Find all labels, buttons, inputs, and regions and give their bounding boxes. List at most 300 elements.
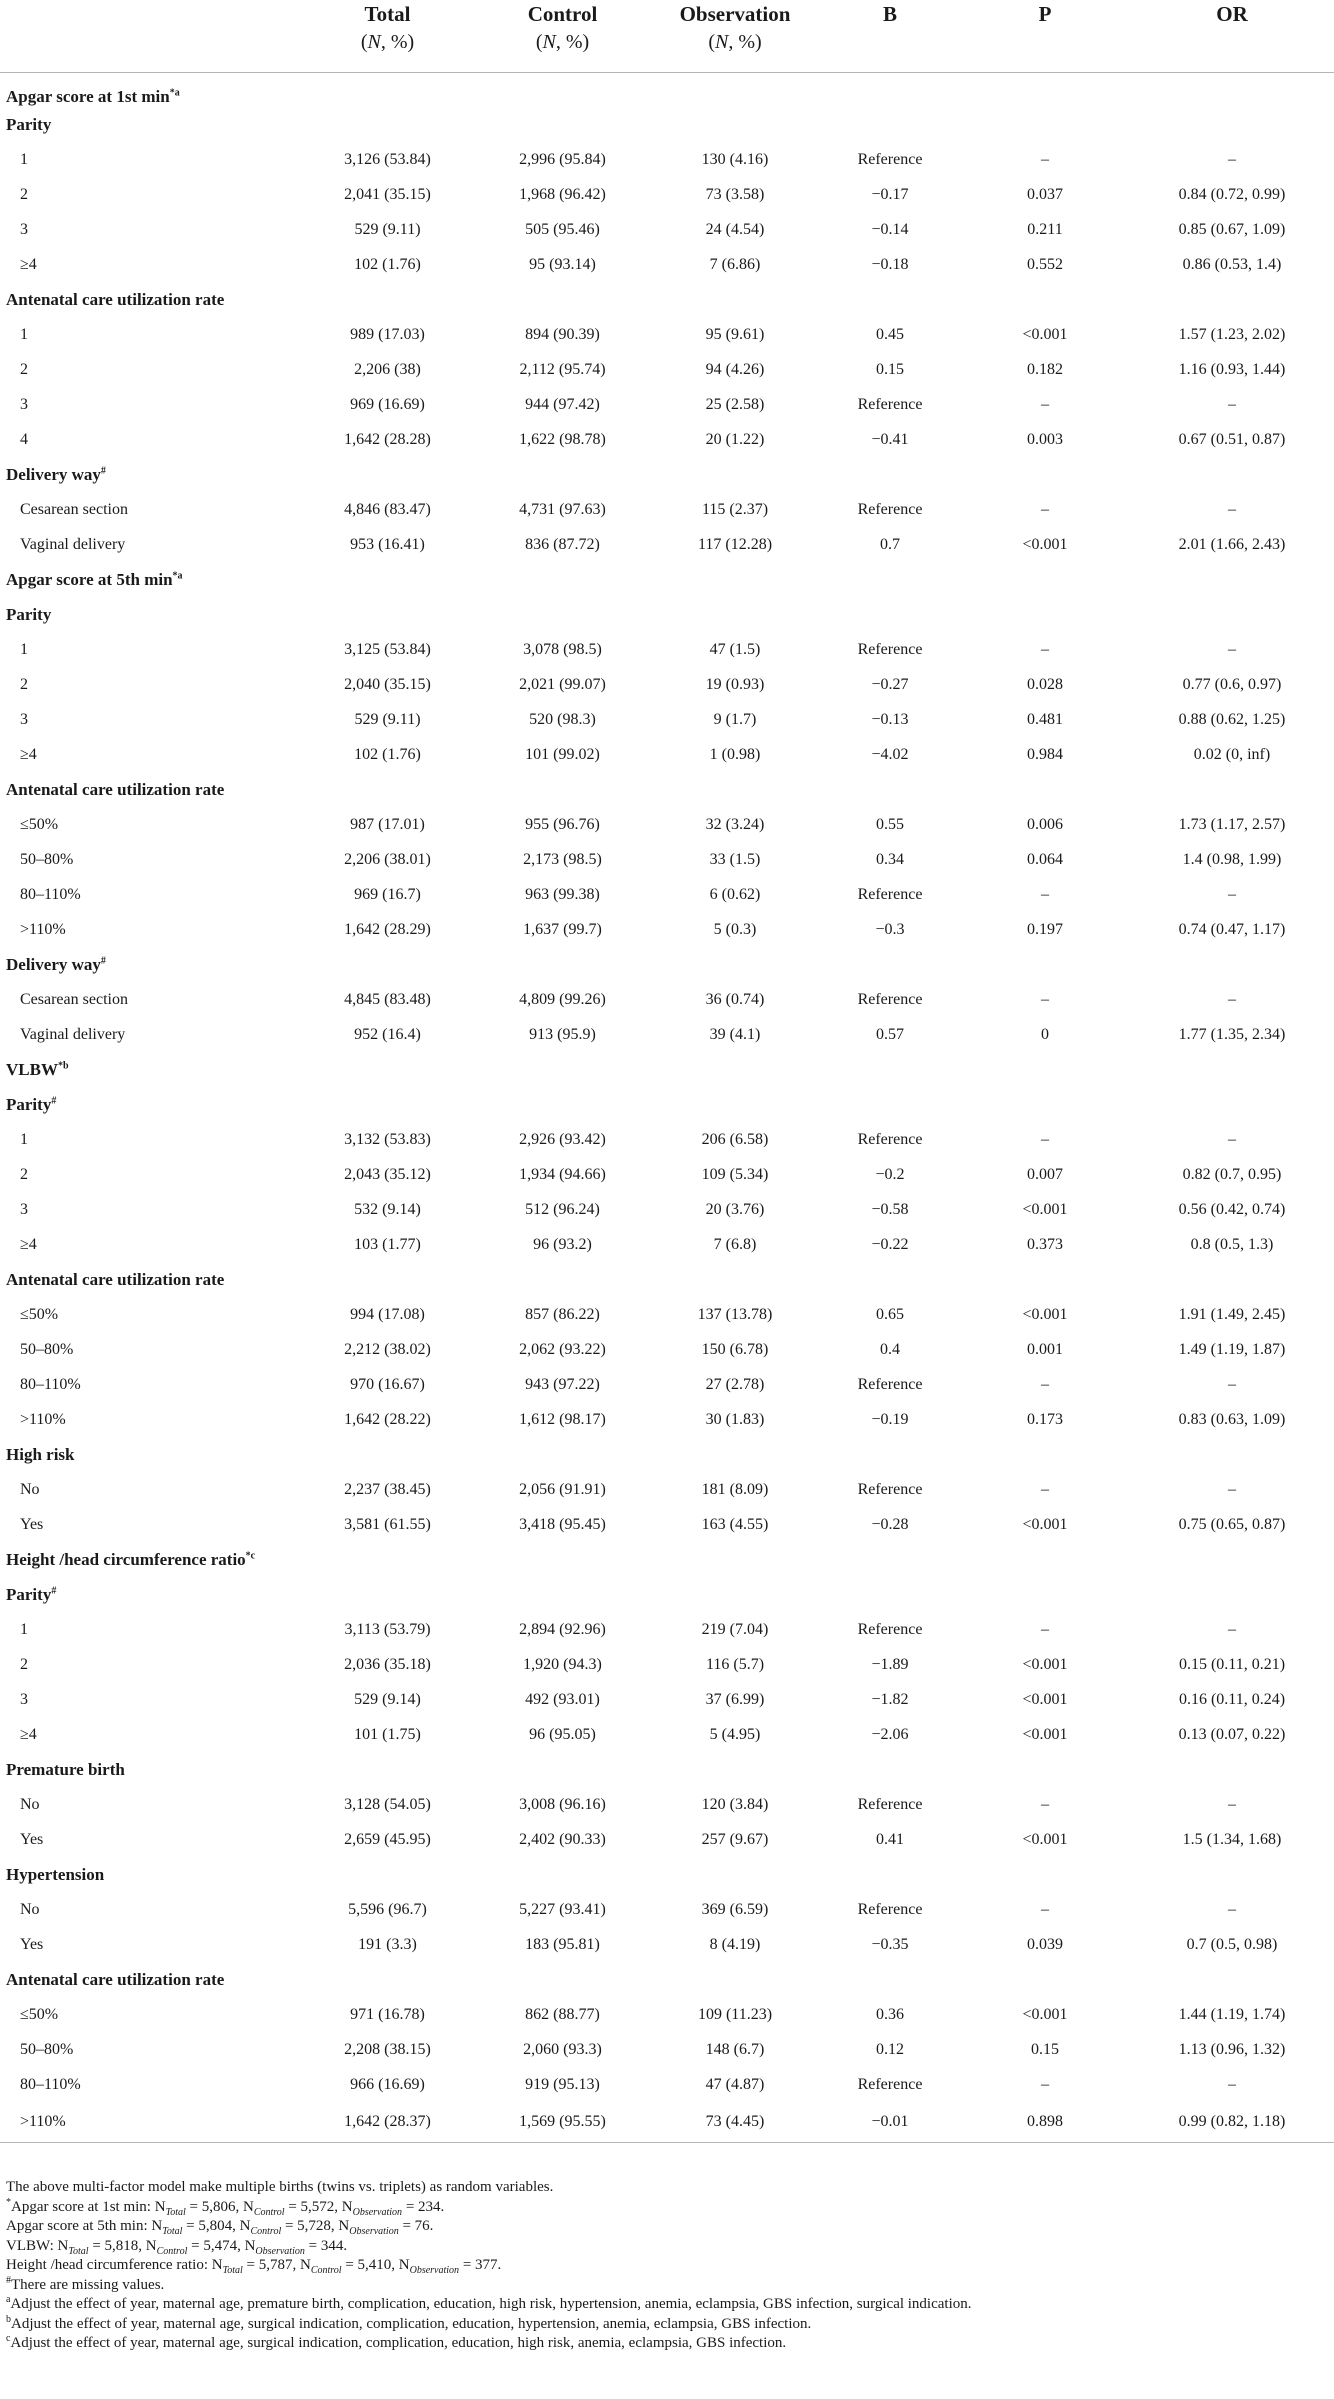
table-cell: – — [1228, 1621, 1236, 1638]
table-cell: −0.35 — [871, 1936, 909, 1953]
empty-cell — [1130, 1858, 1334, 1893]
empty-cell — [820, 73, 960, 108]
table-row — [0, 2033, 1334, 2068]
table-cell: – — [1228, 641, 1236, 658]
label-text: Parity — [6, 115, 52, 134]
label-text: Hypertension — [6, 1865, 105, 1884]
table-cell: 9 (1.7) — [713, 711, 757, 728]
row-label: 3 — [20, 711, 28, 728]
table-cell: 0.984 — [1027, 746, 1063, 763]
empty-cell — [960, 1053, 1130, 1088]
table-cell: 0.56 (0.42, 0.74) — [1178, 1201, 1286, 1218]
empty-cell — [960, 108, 1130, 143]
table-cell: Reference — [857, 151, 923, 168]
table-cell: 0.007 — [1027, 1166, 1063, 1183]
empty-cell — [960, 283, 1130, 318]
empty-cell — [960, 458, 1130, 493]
table-cell: 0.85 (0.67, 1.09) — [1178, 221, 1286, 238]
table-cell: −0.41 — [871, 431, 909, 448]
column-header-label: Control — [527, 2, 598, 26]
table-cell: 0.13 (0.07, 0.22) — [1178, 1726, 1286, 1743]
group-label — [0, 458, 300, 493]
empty-cell — [300, 283, 475, 318]
empty-cell — [650, 1438, 820, 1473]
row-label: 80–110% — [20, 886, 81, 903]
footnote-line — [6, 2315, 1326, 2335]
table-cell: 919 (95.13) — [525, 2076, 600, 2093]
section-header-row — [0, 1543, 1334, 1578]
table-cell: 3,418 (95.45) — [519, 1516, 606, 1533]
table-cell: – — [1228, 1481, 1236, 1498]
empty-cell — [1130, 458, 1334, 493]
empty-cell — [1130, 1263, 1334, 1298]
table-cell: 0.003 — [1027, 431, 1063, 448]
group-label — [0, 1438, 300, 1473]
empty-cell — [820, 563, 960, 598]
empty-cell — [650, 948, 820, 983]
group-label — [0, 1578, 300, 1613]
table-cell: 2,021 (99.07) — [519, 676, 606, 693]
group-header-row — [0, 1263, 1334, 1298]
table-cell: 971 (16.78) — [350, 2006, 425, 2023]
empty-cell — [475, 1858, 650, 1893]
table-cell: 0 — [1041, 1026, 1049, 1043]
table-cell: 0.34 — [876, 851, 904, 868]
unit-rest: , %) — [555, 31, 590, 53]
table-cell: 0.86 (0.53, 1.4) — [1182, 256, 1282, 273]
table-cell: 120 (3.84) — [701, 1796, 769, 1813]
table-cell: 191 (3.3) — [358, 1936, 417, 1953]
empty-cell — [1130, 1088, 1334, 1123]
footnote-subscript: Total — [162, 2226, 183, 2237]
table-cell: 47 (4.87) — [705, 2076, 765, 2093]
table-row — [0, 913, 1334, 948]
table-cell: 163 (4.55) — [701, 1516, 769, 1533]
empty-cell — [475, 1088, 650, 1123]
table-cell: <0.001 — [1022, 536, 1068, 553]
table-cell: 3,581 (61.55) — [344, 1516, 431, 1533]
footnote-marker: b — [6, 2313, 11, 2325]
table-row — [0, 423, 1334, 458]
table-body — [0, 73, 1334, 2143]
label-text: Parity — [6, 1585, 52, 1604]
table-row — [0, 1403, 1334, 1438]
table-cell: 115 (2.37) — [701, 501, 769, 518]
table-row — [0, 1298, 1334, 1333]
empty-cell — [475, 283, 650, 318]
table-cell: – — [1041, 1131, 1049, 1148]
footnote-subscript: Control — [156, 2245, 188, 2257]
table-cell: 0.7 (0.5, 0.98) — [1186, 1936, 1278, 1953]
table-cell: −0.2 — [875, 1166, 905, 1183]
table-cell: 836 (87.72) — [525, 536, 600, 553]
table-cell: 1,642 (28.29) — [344, 921, 431, 938]
header-blank — [0, 0, 300, 73]
row-label: 2 — [20, 1166, 28, 1183]
table-cell: 2,036 (35.18) — [344, 1656, 431, 1673]
table-cell: 1.16 (0.93, 1.44) — [1178, 361, 1286, 378]
footnote-subscript: Control — [310, 2265, 342, 2276]
empty-cell — [475, 1753, 650, 1788]
row-label: Vaginal delivery — [20, 536, 126, 553]
empty-cell — [820, 283, 960, 318]
table-cell: <0.001 — [1022, 326, 1068, 343]
column-header — [475, 0, 650, 73]
table-cell: 1,642 (28.22) — [344, 1411, 431, 1428]
table-cell: 36 (0.74) — [705, 991, 765, 1008]
table-cell: – — [1041, 2076, 1049, 2093]
table-cell: −0.18 — [871, 256, 909, 273]
column-header-label: Observation — [679, 2, 791, 26]
table-cell: 0.45 — [876, 326, 904, 343]
table-cell: 2,659 (45.95) — [344, 1831, 431, 1848]
group-label — [0, 1963, 300, 1998]
table-cell: 5,596 (96.7) — [348, 1901, 427, 1918]
table-cell: 19 (0.93) — [705, 676, 765, 693]
empty-cell — [650, 1263, 820, 1298]
table-cell: 137 (13.78) — [697, 1306, 773, 1323]
group-label — [0, 1263, 300, 1298]
table-cell: 5 (0.3) — [713, 921, 757, 938]
group-label — [0, 1858, 300, 1893]
empty-cell — [820, 773, 960, 808]
table-row — [0, 1893, 1334, 1928]
footnote-text: = 76. — [398, 2218, 434, 2234]
table-cell: 73 (4.45) — [705, 2113, 765, 2131]
footnote-subscript: Observation — [352, 2206, 403, 2218]
table-cell: – — [1041, 1481, 1049, 1498]
empty-cell — [475, 1578, 650, 1613]
table-cell: 7 (6.8) — [713, 1236, 757, 1253]
empty-cell — [300, 1543, 475, 1578]
table-cell: 102 (1.76) — [354, 256, 421, 273]
table-cell: 0.481 — [1027, 711, 1063, 728]
table-cell: 369 (6.59) — [701, 1901, 769, 1918]
footnote-text: = 5,806, N — [185, 2198, 254, 2215]
table-row — [0, 1368, 1334, 1403]
table-cell: 4,846 (83.47) — [344, 501, 431, 518]
empty-cell — [650, 1578, 820, 1613]
empty-cell — [820, 1053, 960, 1088]
table-cell: 1,968 (96.42) — [519, 186, 606, 203]
table-cell: 0.006 — [1027, 816, 1063, 833]
row-label: >110% — [20, 921, 66, 938]
table-row — [0, 318, 1334, 353]
empty-cell — [300, 73, 475, 108]
table-cell: −0.3 — [875, 921, 905, 938]
table-cell: <0.001 — [1022, 1656, 1068, 1673]
footnote-line — [6, 2334, 1326, 2354]
footnote-line — [6, 2276, 1326, 2296]
column-header-unit — [300, 28, 475, 56]
group-label — [0, 1088, 300, 1123]
table-cell: −0.17 — [871, 186, 909, 203]
empty-cell — [300, 458, 475, 493]
table-row — [0, 878, 1334, 913]
table-row — [0, 2068, 1334, 2103]
group-header-row — [0, 1963, 1334, 1998]
table-cell: −0.14 — [871, 221, 909, 238]
row-label: Vaginal delivery — [20, 1026, 126, 1043]
empty-cell — [1130, 1578, 1334, 1613]
table-cell: 0.75 (0.65, 0.87) — [1178, 1516, 1286, 1533]
table-cell: 1,642 (28.37) — [344, 2113, 431, 2131]
group-header-row — [0, 283, 1334, 318]
label-superscript: # — [51, 1095, 57, 1107]
table-cell: 0.41 — [876, 1831, 904, 1848]
empty-cell — [960, 1753, 1130, 1788]
table-cell: Reference — [857, 396, 923, 413]
table-cell: 27 (2.78) — [705, 1376, 765, 1393]
empty-cell — [300, 948, 475, 983]
table-cell: Reference — [857, 1621, 923, 1638]
table-row — [0, 248, 1334, 283]
footnote-subscript: Total — [165, 2206, 186, 2218]
table-cell: 95 (9.61) — [705, 326, 765, 343]
table-cell: 862 (88.77) — [525, 2006, 600, 2023]
table-cell: – — [1228, 1796, 1236, 1813]
table-cell: 181 (8.09) — [701, 1481, 769, 1498]
empty-cell — [820, 1438, 960, 1473]
table-cell: 1,637 (99.7) — [523, 921, 602, 938]
row-label: 3 — [20, 396, 28, 413]
row-label: ≤50% — [20, 2006, 59, 2023]
footnote-text: VLBW: N — [6, 2237, 69, 2254]
table-footnotes — [6, 2178, 1326, 2354]
empty-cell — [960, 1578, 1130, 1613]
section-label — [0, 1543, 300, 1578]
table-cell: 1.4 (0.98, 1.99) — [1182, 851, 1282, 868]
table-cell: 219 (7.04) — [701, 1621, 769, 1638]
column-header — [820, 0, 960, 73]
empty-cell — [650, 773, 820, 808]
table-cell: 257 (9.67) — [701, 1831, 769, 1848]
table-row — [0, 1193, 1334, 1228]
footnote-marker: # — [6, 2274, 11, 2286]
row-label: ≥4 — [20, 256, 37, 273]
footnote-text: = 377. — [459, 2257, 502, 2273]
table-cell: 520 (98.3) — [529, 711, 596, 728]
footnote-text: = 344. — [304, 2237, 348, 2254]
table-cell: 24 (4.54) — [705, 221, 765, 238]
table-cell: 206 (6.58) — [701, 1131, 769, 1148]
table-cell: 4,731 (97.63) — [519, 501, 606, 518]
footnote-text: The above multi-factor model make multiple births (twins vs. triplets) as random variables. — [6, 2179, 554, 2195]
empty-cell — [300, 108, 475, 143]
table-cell: 944 (97.42) — [525, 396, 600, 413]
footnote-text: = 5,410, N — [341, 2257, 410, 2273]
table-cell: 2,926 (93.42) — [519, 1131, 606, 1148]
row-label: 4 — [20, 431, 28, 448]
footnote-line — [6, 2256, 1326, 2276]
label-text: Premature birth — [6, 1760, 125, 1779]
empty-cell — [475, 108, 650, 143]
table-row — [0, 1018, 1334, 1053]
table-cell: 7 (6.86) — [709, 256, 761, 273]
table-cell: 1.91 (1.49, 2.45) — [1178, 1306, 1286, 1323]
table-cell: 0.001 — [1027, 1341, 1063, 1358]
table-cell: −2.06 — [871, 1726, 909, 1743]
table-row — [0, 1228, 1334, 1263]
group-label — [0, 1753, 300, 1788]
footnote-text: = 5,474, N — [187, 2237, 256, 2254]
table-cell: 0.57 — [876, 1026, 904, 1043]
table-cell: 109 (5.34) — [701, 1166, 769, 1183]
empty-cell — [650, 1858, 820, 1893]
column-header — [300, 0, 475, 73]
row-label: ≥4 — [20, 1236, 37, 1253]
empty-cell — [1130, 1053, 1334, 1088]
table-cell: −0.13 — [871, 711, 909, 728]
table-cell: 3,128 (54.05) — [344, 1796, 431, 1813]
table-row — [0, 1158, 1334, 1193]
table-cell: 532 (9.14) — [354, 1201, 421, 1218]
label-superscript: *a — [169, 87, 180, 99]
table-cell: <0.001 — [1022, 1691, 1068, 1708]
table-cell: 39 (4.1) — [709, 1026, 761, 1043]
label-superscript: # — [100, 955, 106, 967]
table-cell: 2,041 (35.15) — [344, 186, 431, 203]
label-text: Apgar score at 5th min — [6, 570, 173, 589]
table-cell: 0.16 (0.11, 0.24) — [1178, 1691, 1286, 1708]
table-cell: 953 (16.41) — [350, 536, 425, 553]
empty-cell — [650, 1963, 820, 1998]
table-cell: 101 (99.02) — [525, 746, 600, 763]
footnote-line — [6, 2178, 1326, 2198]
row-label: 50–80% — [20, 1341, 74, 1358]
group-label — [0, 283, 300, 318]
table-cell: 0.83 (0.63, 1.09) — [1178, 1411, 1286, 1428]
empty-cell — [300, 1578, 475, 1613]
footnote-text: = 5,818, N — [88, 2237, 157, 2254]
table-cell: 1,622 (98.78) — [519, 431, 606, 448]
empty-cell — [1130, 1543, 1334, 1578]
row-label: ≥4 — [20, 1726, 37, 1743]
table-cell: 0.77 (0.6, 0.97) — [1182, 676, 1282, 693]
table-cell: 1,642 (28.28) — [344, 431, 431, 448]
empty-cell — [1130, 598, 1334, 633]
empty-cell — [820, 1753, 960, 1788]
footnote-text: = 5,787, N — [242, 2257, 311, 2273]
footnote-marker: * — [6, 2196, 11, 2208]
table-header — [0, 0, 1334, 73]
row-label: 3 — [20, 1201, 28, 1218]
empty-cell — [820, 1963, 960, 1998]
table-cell: 966 (16.69) — [350, 2076, 425, 2093]
label-superscript: # — [51, 1585, 57, 1597]
group-header-row — [0, 1753, 1334, 1788]
row-label: Cesarean section — [20, 501, 128, 518]
footnote-text: Adjust the effect of year, maternal age, surgical indication, complication, education, hypertension, anemia, eclampsia, GBS infection. — [11, 2315, 812, 2332]
table-cell: 0.74 (0.47, 1.17) — [1178, 921, 1286, 938]
table-cell: −0.22 — [871, 1236, 909, 1253]
footnote-subscript: Control — [250, 2226, 282, 2237]
table-row — [0, 388, 1334, 423]
table-cell: 1.73 (1.17, 2.57) — [1178, 816, 1286, 833]
table-cell: Reference — [857, 991, 923, 1008]
table-cell: 857 (86.22) — [525, 1306, 600, 1323]
table-row — [0, 528, 1334, 563]
empty-cell — [960, 948, 1130, 983]
empty-cell — [650, 458, 820, 493]
section-header-row — [0, 563, 1334, 598]
table-cell: 989 (17.03) — [350, 326, 425, 343]
table-cell: 0.552 — [1027, 256, 1063, 273]
table-cell: 94 (4.26) — [705, 361, 765, 378]
empty-cell — [300, 773, 475, 808]
table-cell: – — [1041, 886, 1049, 903]
footnote-text: Adjust the effect of year, maternal age, surgical indication, complication, education, high risk, anemia, eclampsia, GBS infection. — [10, 2335, 787, 2351]
footnote-text: Apgar score at 5th min: N — [6, 2218, 163, 2234]
empty-cell — [475, 1053, 650, 1088]
table-cell: 3,113 (53.79) — [344, 1621, 431, 1638]
table-cell: 970 (16.67) — [350, 1376, 425, 1393]
empty-cell — [960, 1543, 1130, 1578]
table-row — [0, 1788, 1334, 1823]
table-cell: 101 (1.75) — [354, 1726, 421, 1743]
table-cell: 952 (16.4) — [354, 1026, 421, 1043]
table-cell: 96 (93.2) — [533, 1236, 592, 1253]
empty-cell — [650, 1753, 820, 1788]
table-cell: 2,206 (38) — [354, 361, 421, 378]
table-cell: – — [1228, 886, 1236, 903]
group-label — [0, 108, 300, 143]
table-cell: – — [1041, 1796, 1049, 1813]
column-header-label: P — [1038, 2, 1052, 26]
empty-cell — [1130, 563, 1334, 598]
table-cell: 109 (11.23) — [697, 2006, 773, 2023]
row-label: No — [20, 1796, 40, 1813]
table-cell: 994 (17.08) — [350, 1306, 425, 1323]
empty-cell — [820, 1263, 960, 1298]
empty-cell — [650, 563, 820, 598]
table-cell: 1.44 (1.19, 1.74) — [1178, 2006, 1286, 2023]
label-text: Antenatal care utilization rate — [6, 1270, 225, 1289]
empty-cell — [960, 1263, 1130, 1298]
table-cell: 6 (0.62) — [709, 886, 761, 903]
table-cell: 4,845 (83.48) — [344, 991, 431, 1008]
section-label — [0, 563, 300, 598]
empty-cell — [650, 108, 820, 143]
empty-cell — [960, 1963, 1130, 1998]
table-cell: Reference — [857, 501, 923, 518]
row-label: 50–80% — [20, 851, 74, 868]
empty-cell — [650, 598, 820, 633]
table-cell: 529 (9.11) — [354, 221, 421, 238]
table-cell: −1.82 — [871, 1691, 909, 1708]
table-cell: Reference — [857, 1901, 923, 1918]
row-label: 3 — [20, 221, 28, 238]
table-cell: 0.4 — [880, 1341, 900, 1358]
table-cell: 3,132 (53.83) — [344, 1131, 431, 1148]
table-cell: 102 (1.76) — [354, 746, 421, 763]
table-cell: −0.19 — [871, 1411, 909, 1428]
label-text: Parity — [6, 605, 52, 624]
table-cell: 37 (6.99) — [705, 1691, 765, 1708]
table-cell: – — [1228, 1131, 1236, 1148]
table-cell: 0.15 (0.11, 0.21) — [1178, 1656, 1286, 1673]
table-cell: – — [1041, 1621, 1049, 1638]
table-cell: 1.77 (1.35, 2.34) — [1178, 1026, 1286, 1043]
table-cell: – — [1041, 641, 1049, 658]
label-superscript: # — [100, 465, 106, 477]
empty-cell — [960, 563, 1130, 598]
table-cell: <0.001 — [1022, 1726, 1068, 1743]
empty-cell — [820, 108, 960, 143]
row-label: Yes — [20, 1936, 44, 1953]
table-cell: 963 (99.38) — [525, 886, 600, 903]
table-cell: 2,206 (38.01) — [344, 851, 431, 868]
